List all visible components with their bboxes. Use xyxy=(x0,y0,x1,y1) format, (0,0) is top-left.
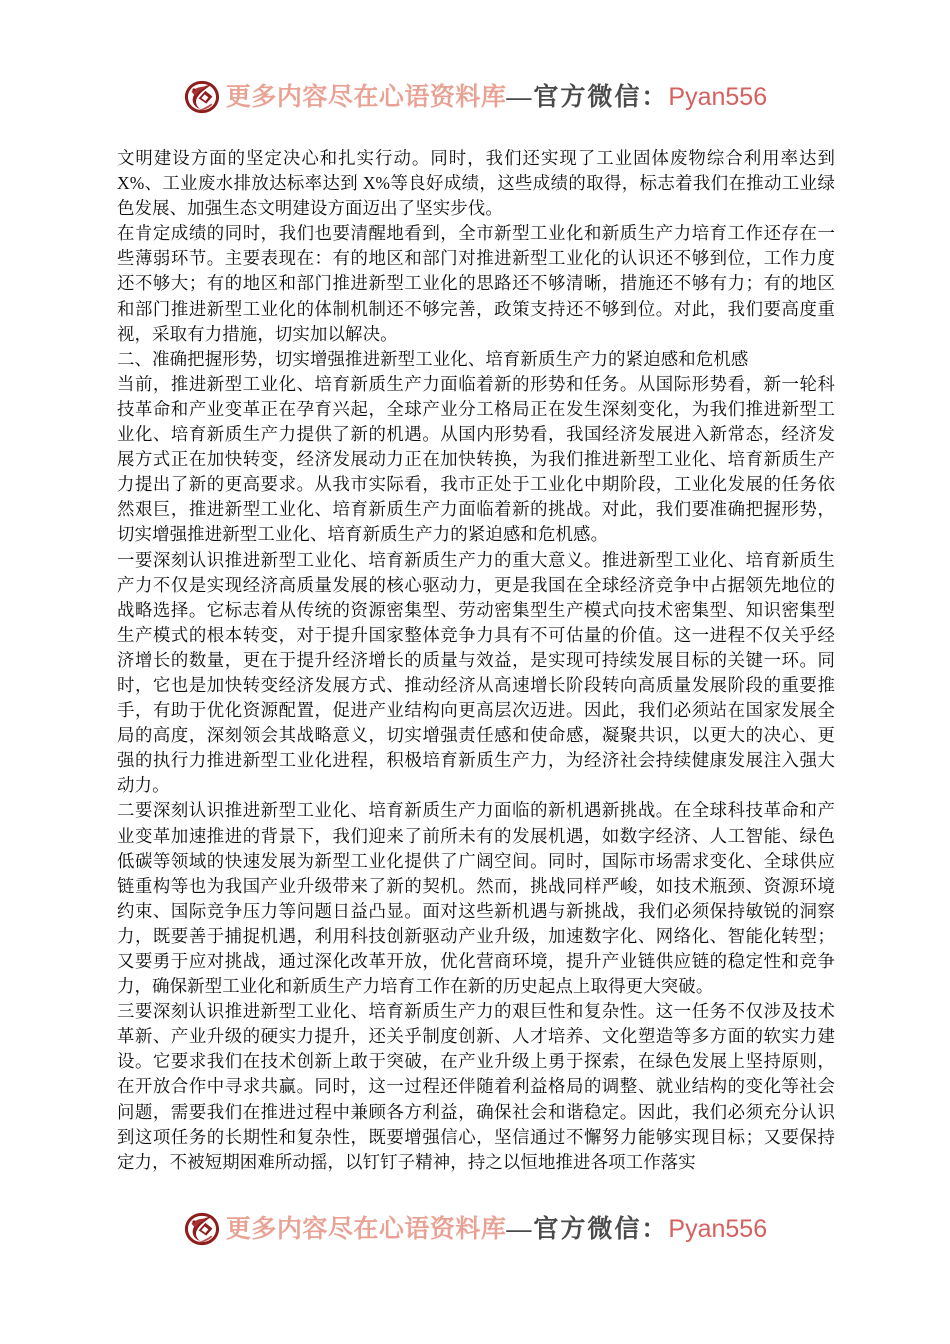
watermark-brand-text: 更多内容尽在心语资料库 xyxy=(225,83,507,111)
watermark-wechat-label: —官方微信： xyxy=(506,83,669,111)
paragraph: 当前，推进新型工业化、培育新质生产力面临着新的形势和任务。从国际形势看，新一轮科技革命和产业变革正在孕育兴起，全球产业分工格局正在发生深刻变化，为我们推进新型工业化、培育新质生产力提供了新的机遇。从国内形势看，我国经济发展进入新常态，经济发展方式正在加快转变，经济发展动力正在加快转换，为我们推进新型工业化、培育新质生产力提出了新的更高要求。从我市实际看，我市正处于工业化中期阶段，工业化发展的任务依然艰巨，推进新型工业化、培育新质生产力面临着新的挑战。对此，我们要准确把握形势，切实增强推进新型工业化、培育新质生产力的紧迫感和危机感。 xyxy=(117,373,835,545)
watermark-wechat-id: Pyan556 xyxy=(668,82,768,111)
document-body xyxy=(117,146,835,1175)
paragraph: 二要深刻认识推进新型工业化、培育新质生产力面临的新机遇新挑战。在全球科技革命和产业变革加速推进的背景下，我们迎来了前所未有的发展机遇，如数字经济、人工智能、绿色低碳等领域的快速发展为新型工业化提供了广阔空间。同时，国际市场需求变化、全球供应链重构等也为我国产业升级带来了新的契机。然而，挑战同样严峻，如技术瓶颈、资源环境约束、国际竞争压力等问题日益凸显。面对这些新机遇与新挑战，我们必须保持敏锐的洞察力，既要善于捕捉机遇，利用科技创新驱动产业升级，加速数字化、网络化、智能化转型；又要勇于应对挑战，通过深化改革开放，优化营商环境，提升产业链供应链的稳定性和竞争力，确保新型工业化和新质生产力培育工作在新的历史起点上取得更大突破。 xyxy=(117,800,835,997)
watermark-wechat-id: Pyan556 xyxy=(668,1214,768,1243)
paragraph: 一要深刻认识推进新型工业化、培育新质生产力的重大意义。推进新型工业化、培育新质生产力不仅是实现经济高质量发展的核心驱动力，更是我国在全球经济竞争中占据领先地位的战略选择。它标志着从传统的资源密集型、劳动密集型生产模式向技术密集型、知识密集型生产模式的根本转变，对于提升国家整体竞争力具有不可估量的价值。这一进程不仅关乎经济增长的数量，更在于提升经济增长的质量与效益，是实现可持续发展目标的关键一环。同时，它也是加快转变经济发展方式、推动经济从高速增长阶段转向高质量发展阶段的重要推手，有助于优化资源配置，促进产业结构向更高层次迈进。因此，我们必须站在国家发展全局的高度，深刻领会其战略意义，切实增强责任感和使命感，凝聚共识，以更大的决心、更强的执行力推进新型工业化进程，积极培育新质生产力，为经济社会持续健康发展注入强大动力。 xyxy=(117,549,835,796)
section-heading: 二、准确把握形势，切实增强推进新型工业化、培育新质生产力的紧迫感和危机感 xyxy=(117,348,749,369)
paragraph: 在肯定成绩的同时，我们也要清醒地看到，全市新型工业化和新质生产力培育工作还存在一些薄弱环节。主要表现在：有的地区和部门对推进新型工业化的认识还不够到位，工作力度还不够大；有的地区和部门推进新型工业化的思路还不够清晰，措施还不够有力；有的地区和部门推进新型工业化的体制机制还不够完善，政策支持还不够到位。对此，我们要高度重视，采取有力措施，切实加以解决。 xyxy=(117,223,835,344)
watermark-text xyxy=(225,82,768,111)
watermark-brand-text: 更多内容尽在心语资料库 xyxy=(225,1215,507,1243)
watermark-wechat-label: —官方微信： xyxy=(506,1215,669,1243)
spiral-emblem-logo-icon xyxy=(183,79,221,115)
watermark-header xyxy=(0,79,950,115)
paragraph: 文明建设方面的坚定决心和扎实行动。同时，我们还实现了工业固体废物综合利用率达到X%、工业废水排放达标率达到 X%等良好成绩，这些成绩的取得，标志着我们在推动工业绿色发展、加强生态文明建设方面迈出了坚实步伐。 xyxy=(117,148,835,219)
watermark-text xyxy=(225,1214,768,1243)
spiral-emblem-logo-icon xyxy=(183,1211,221,1247)
paragraph: 三要深刻认识推进新型工业化、培育新质生产力的艰巨性和复杂性。这一任务不仅涉及技术革新、产业升级的硬实力提升，还关乎制度创新、人才培养、文化塑造等多方面的软实力建设。它要求我们在技术创新上敢于突破，在产业升级上勇于探索，在绿色发展上坚持原则，在开放合作中寻求共赢。同时，这一过程还伴随着利益格局的调整、就业结构的变化等社会问题，需要我们在推进过程中兼顾各方利益，确保社会和谐稳定。因此，我们必须充分认识到这项任务的长期性和复杂性，既要增强信心，坚信通过不懈努力能够实现目标；又要保持定力，不被短期困难所动摇，以钉钉子精神，持之以恒地推进各项工作落实 xyxy=(117,1001,835,1172)
watermark-footer xyxy=(0,1211,950,1247)
